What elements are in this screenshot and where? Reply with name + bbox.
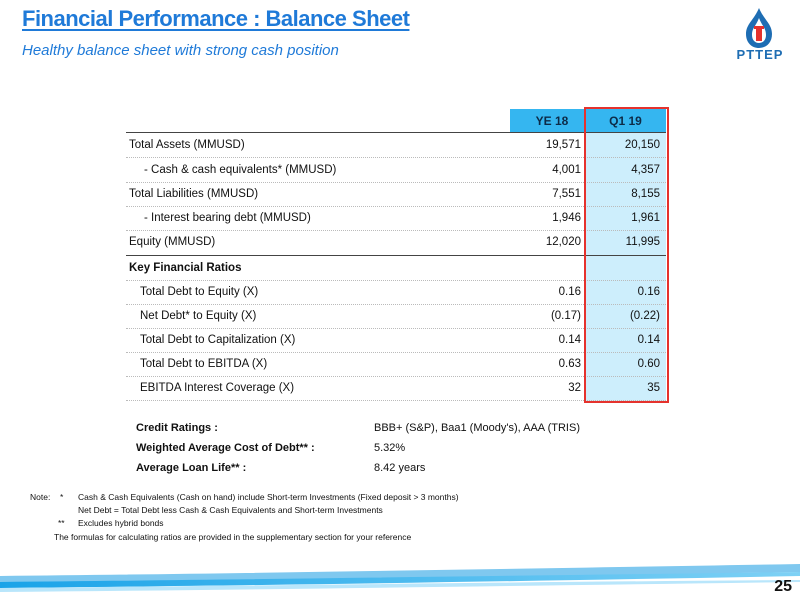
- value-ye18: 0.14: [558, 334, 581, 346]
- value-q119: 0.16: [637, 286, 660, 298]
- table-row: [126, 304, 666, 328]
- value-ye18: 4,001: [552, 164, 581, 176]
- info-label: Credit Ratings :: [136, 422, 218, 434]
- table-row: [126, 280, 666, 304]
- info-value: 8.42 years: [374, 462, 426, 474]
- row-label: Total Assets (MMUSD): [129, 139, 245, 151]
- value-q119: (0.22): [629, 310, 660, 322]
- note-prefix: Note:: [30, 492, 51, 502]
- value-q119: 20,150: [624, 139, 660, 151]
- note-line: Net Debt = Total Debt less Cash & Cash Equivalents and Short-term Investments: [78, 505, 383, 515]
- note-line: The formulas for calculating ratios are provided in the supplementary section for your reference: [54, 532, 412, 542]
- row-label: Equity (MMUSD): [129, 236, 216, 248]
- pttep-logo-icon: [724, 6, 794, 72]
- table-row: [126, 133, 666, 157]
- note-line: Excludes hybrid bonds: [78, 518, 164, 528]
- value-ye18: 7,551: [552, 188, 581, 200]
- footer-wave-decoration: [0, 560, 800, 600]
- table-row: [126, 158, 666, 182]
- table-row: [126, 182, 666, 206]
- table-row: [126, 352, 666, 376]
- ratios-heading-row: [126, 256, 666, 280]
- row-label: Total Debt to Capitalization (X): [140, 334, 296, 346]
- note-line: Cash & Cash Equivalents (Cash on hand) include Short-term Investments (Fixed deposit > 3 months): [78, 492, 459, 502]
- info-label: Weighted Average Cost of Debt** :: [136, 442, 315, 454]
- table-row: [126, 206, 666, 230]
- info-value: 5.32%: [374, 442, 406, 454]
- page-number: 25: [774, 578, 792, 595]
- row-label: Total Liabilities (MMUSD): [129, 188, 259, 200]
- value-q119: 0.60: [637, 358, 660, 370]
- logo-text: PTTEP: [736, 47, 784, 62]
- value-ye18: (0.17): [550, 310, 581, 322]
- note-marker: *: [60, 492, 64, 502]
- value-ye18: 32: [568, 382, 581, 394]
- row-label: EBITDA Interest Coverage (X): [140, 382, 295, 394]
- row-label: Total Debt to Equity (X): [140, 286, 259, 298]
- ratios-heading: Key Financial Ratios: [129, 262, 242, 274]
- value-q119: 4,357: [631, 164, 660, 176]
- row-label: Total Debt to EBITDA (X): [140, 358, 268, 370]
- value-q119: 11,995: [625, 236, 660, 248]
- note-marker: **: [58, 518, 65, 528]
- row-label: - Cash & cash equivalents* (MMUSD): [144, 164, 337, 176]
- row-label: - Interest bearing debt (MMUSD): [144, 212, 311, 224]
- row-divider: [126, 400, 666, 401]
- row-label: Net Debt* to Equity (X): [140, 310, 257, 322]
- value-ye18: 12,020: [545, 236, 581, 248]
- value-q119: 8,155: [631, 188, 660, 200]
- page-subtitle: Healthy balance sheet with strong cash position: [22, 42, 339, 59]
- page-title: Financial Performance : Balance Sheet: [22, 6, 410, 31]
- value-ye18: 0.16: [558, 286, 581, 298]
- info-label: Average Loan Life** :: [136, 462, 247, 474]
- value-q119: 35: [647, 382, 660, 394]
- table-row: [126, 376, 666, 400]
- info-value: BBB+ (S&P), Baa1 (Moody's), AAA (TRIS): [374, 422, 580, 434]
- column-header-ye18: YE 18: [510, 109, 594, 133]
- value-ye18: 19,571: [545, 139, 581, 151]
- value-q119: 1,961: [631, 212, 660, 224]
- value-q119: 0.14: [637, 334, 660, 346]
- table-row: [126, 230, 666, 254]
- column-header-q119: Q1 19: [585, 109, 666, 133]
- value-ye18: 1,946: [552, 212, 581, 224]
- table-row: [126, 328, 666, 352]
- value-ye18: 0.63: [558, 358, 581, 370]
